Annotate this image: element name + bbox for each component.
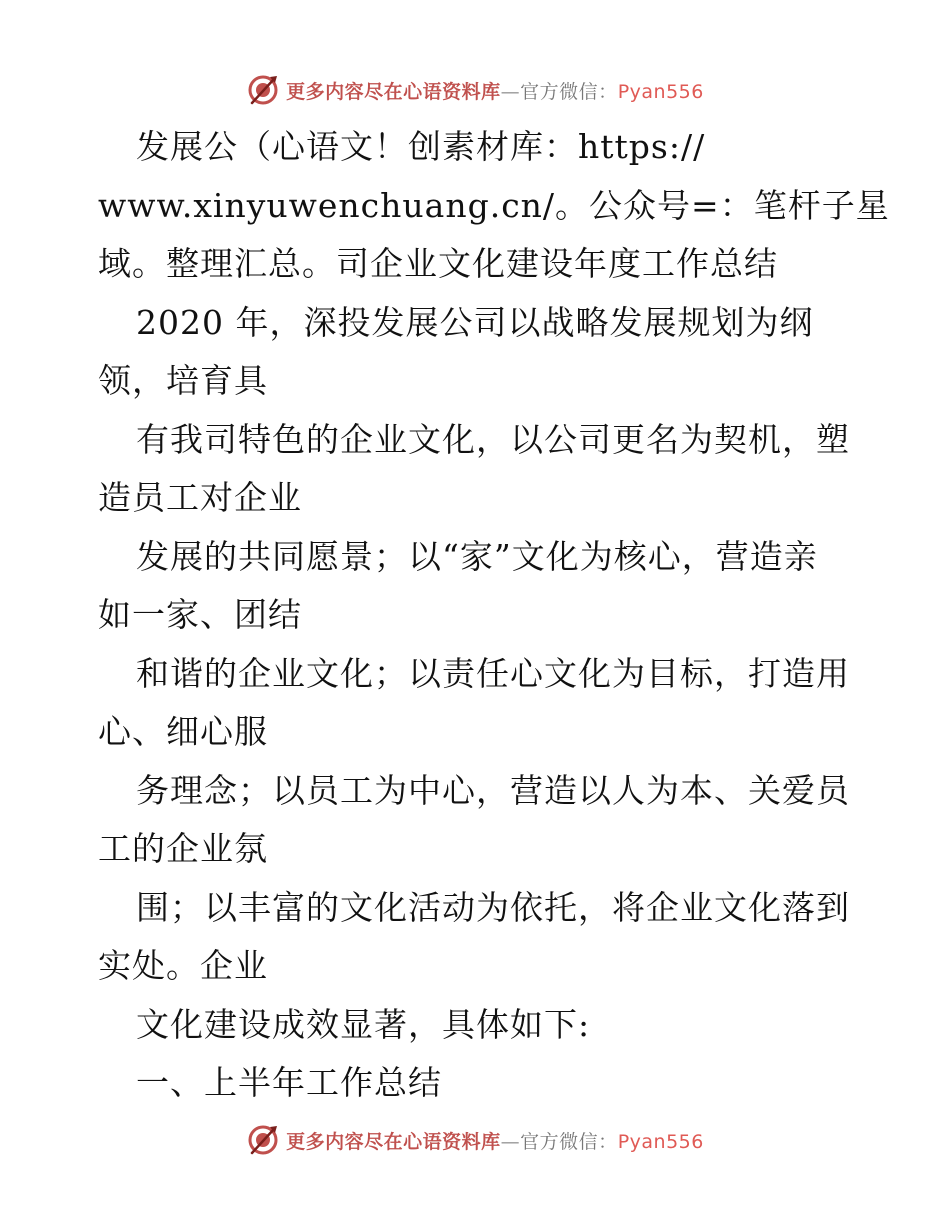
banner-dash: — — [500, 80, 521, 103]
section-heading: 一、上半年工作总结 — [136, 1063, 442, 1102]
paragraph-line: 有我司特色的企业文化，以公司更名为契机，塑 — [136, 419, 850, 459]
paragraph-line: 如一家、团结 — [98, 595, 302, 634]
footer-banner — [0, 1120, 950, 1160]
banner-wechat-handle: Pyan556 — [617, 1130, 704, 1153]
paragraph-line: 务理念；以员工为中心，营造以人为本、关爱员 — [136, 770, 850, 810]
header-banner — [0, 70, 950, 110]
paragraph-line: 文化建设成效显著，具体如下: — [136, 1004, 591, 1044]
paragraph-line: 工的企业氛 — [98, 829, 268, 868]
paragraph-line: www.xinyuwenchuang.cn/。公众号=：笔杆子星 — [98, 185, 890, 225]
paragraph-line: 域。整理汇总。司企业文化建设年度工作总结 — [98, 244, 778, 283]
paragraph-line: 2020 年，深投发展公司以战略发展规划为纲 — [136, 302, 814, 342]
paragraph-line: 造员工对企业 — [98, 478, 302, 517]
paragraph-line: 和谐的企业文化；以责任心文化为目标，打造用 — [136, 653, 850, 693]
banner-text — [286, 77, 704, 104]
paragraph-line: 围；以丰富的文化活动为依托，将企业文化落到 — [136, 887, 850, 927]
banner-slogan: 更多内容尽在心语资料库 — [286, 80, 501, 103]
paragraph-line: 心、细心服 — [98, 712, 268, 751]
footer-banner-content — [246, 1123, 704, 1157]
banner-slogan: 更多内容尽在心语资料库 — [286, 1130, 501, 1153]
header-banner-content — [246, 73, 704, 107]
banner-text — [286, 1127, 704, 1154]
banner-wechat-label: 官方微信： — [520, 80, 618, 103]
banner-dash: — — [500, 1130, 521, 1153]
paragraph-line: 发展的共同愿景；以“家”文化为核心，营造亲 — [136, 536, 818, 576]
banner-wechat-label: 官方微信： — [520, 1130, 618, 1153]
paragraph-line: 领，培育具 — [98, 361, 268, 400]
document-body — [98, 118, 890, 1113]
quill-seal-icon — [246, 73, 280, 107]
paragraph-line: 实处。企业 — [98, 946, 268, 985]
paragraph-line: 发展公（心语文！创素材库：https:// — [136, 127, 706, 166]
quill-seal-icon — [246, 1123, 280, 1157]
banner-wechat-handle: Pyan556 — [617, 80, 704, 103]
